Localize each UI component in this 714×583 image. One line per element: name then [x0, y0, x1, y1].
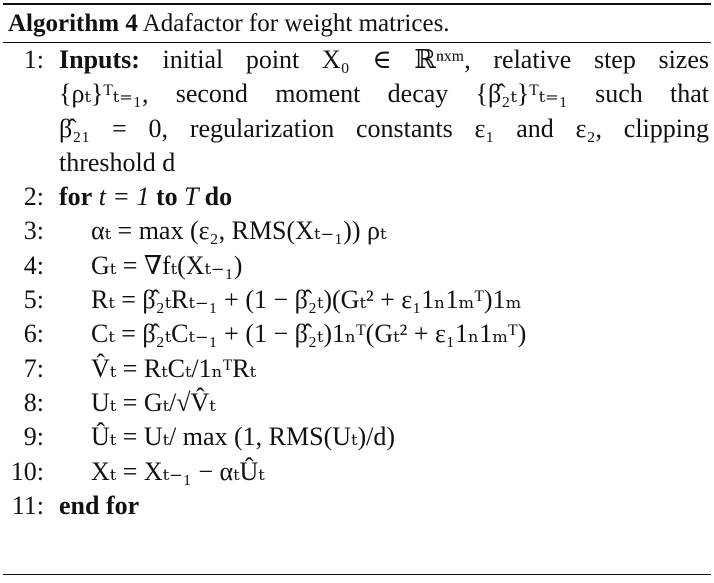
algorithm-caption	[3, 5, 711, 42]
line-number: 10:	[10, 456, 44, 486]
line-number: 8:	[23, 387, 44, 417]
end-for-keyword: end for	[59, 490, 140, 520]
line-number: 9:	[23, 422, 44, 452]
line-number: 6:	[23, 319, 44, 349]
algo-line-9	[3, 420, 711, 454]
line-math: Xₜ = Xₜ₋₁ − αₜÛₜ	[91, 456, 265, 486]
algo-line-10	[3, 455, 711, 489]
line-text: {ρₜ}ᵀₜ₌₁, second moment decay {β̂₂ₜ}ᵀₜ₌₁ such that	[59, 79, 709, 109]
loop-bound: T	[177, 182, 205, 212]
algo-line-5	[3, 283, 711, 317]
algorithm-box	[3, 3, 711, 523]
algo-line-11	[3, 489, 711, 523]
algo-line-1-cont-2	[3, 112, 711, 146]
line-math: Gₜ = ∇fₜ(Xₜ₋₁)	[91, 250, 243, 280]
inputs-keyword: Inputs:	[59, 45, 140, 74]
bottom-rule	[3, 574, 711, 575]
to-keyword: to	[155, 182, 178, 212]
line-math: V̂ₜ = RₜCₜ/1ₙᵀRₜ	[91, 353, 257, 383]
caption-label: Algorithm 4	[8, 10, 138, 37]
line-text	[59, 489, 139, 523]
line-text: threshold d	[59, 147, 176, 177]
line-number: 4:	[23, 250, 44, 280]
algo-line-1	[3, 43, 711, 77]
line-text	[59, 43, 709, 77]
line-text	[59, 180, 232, 214]
for-keyword: for	[59, 182, 93, 212]
do-keyword: do	[204, 182, 233, 212]
line-number: 2:	[23, 182, 44, 212]
line-number: 5:	[23, 285, 44, 315]
inputs-text: initial point X₀ ∈ ℝⁿˣᵐ, relative step sizes	[139, 45, 709, 74]
line-math: αₜ = max (ε₂, RMS(Xₜ₋₁)) ρₜ	[91, 216, 387, 246]
line-math: Cₜ = β̂₂ₜCₜ₋₁ + (1 − β̂₂ₜ)1ₙᵀ(Gₜ² + ε₁1ₙ1ₘᵀ)	[91, 319, 527, 349]
algo-line-1-cont-3	[3, 146, 711, 180]
line-math: Rₜ = β̂₂ₜRₜ₋₁ + (1 − β̂₂ₜ)(Gₜ² + ε₁1ₙ1ₘᵀ)1ₘ	[91, 285, 522, 315]
algo-line-7	[3, 352, 711, 386]
loop-range: t = 1	[92, 182, 156, 212]
algo-line-3	[3, 214, 711, 248]
line-number: 7:	[23, 353, 44, 383]
algo-line-8	[3, 386, 711, 420]
algo-line-2	[3, 180, 711, 214]
caption-title: Adafactor for weight matrices.	[142, 10, 450, 37]
line-text: β̂₂₁ = 0, regularization constants ε₁ and ε₂, clipping	[59, 113, 709, 143]
line-number: 11:	[11, 490, 44, 520]
line-number: 3:	[23, 216, 44, 246]
line-math: Ûₜ = Uₜ/ max (1, RMS(Uₜ)/d)	[91, 422, 395, 452]
line-number: 1:	[23, 45, 44, 74]
algo-line-4	[3, 249, 711, 283]
algorithm-body	[3, 43, 711, 523]
algo-line-6	[3, 317, 711, 351]
line-math: Uₜ = Gₜ/√V̂ₜ	[91, 387, 216, 417]
algo-line-1-cont-1	[3, 77, 711, 111]
